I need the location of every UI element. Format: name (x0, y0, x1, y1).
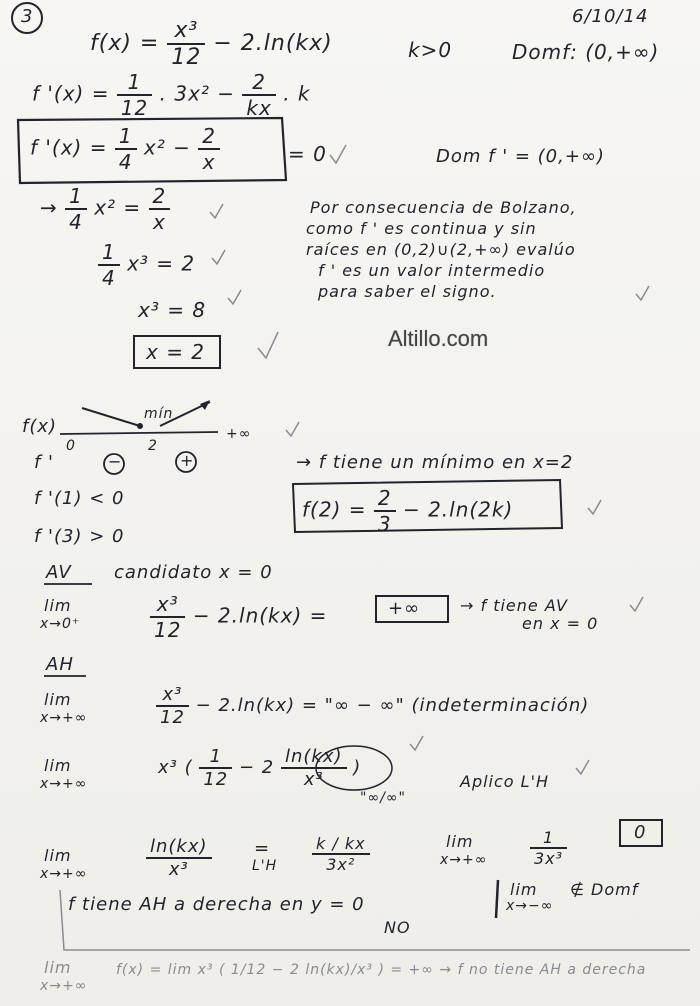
bottom-lim-sub: x→+∞ (40, 978, 88, 994)
ah-lim-3-sub: x→+∞ (40, 866, 88, 882)
check-mark (286, 422, 299, 436)
decreasing-arrow (82, 408, 140, 426)
minimum-value: f(2) = $\frac{2}{3}$ − 2.ln(2k) (302, 486, 514, 536)
sign-zero: 0 (66, 438, 76, 454)
bolzano-line-1: Por consecuencia de Bolzano, (310, 198, 577, 217)
ah-limit-3-eq: = (254, 838, 271, 859)
f-label: f(x) = (90, 31, 160, 56)
ah-indeterminate: "∞/∞" (360, 790, 406, 806)
check-mark (630, 597, 643, 611)
fprime-3: f '(3) > 0 (34, 526, 125, 547)
problem-number: 3 (21, 6, 34, 27)
fprime-1: f '(1) < 0 (34, 488, 125, 509)
bolzano-line-2: como f ' es continua y sin (306, 219, 537, 238)
lhopital-tag: L'H (252, 858, 278, 874)
ah-lim-2: lim (44, 756, 72, 775)
domain: Domf: (0,+∞) (512, 40, 660, 64)
av-result: +∞ (388, 598, 421, 619)
ah-limit-3-expr: $\frac{\ln(kx)}{\text{x³}}$ (146, 836, 212, 880)
derivative-domain: Dom f ' = (0,+∞) (436, 146, 605, 167)
bolzano-line-3: raíces en (0,2)∪(2,+∞) evalúo (306, 240, 576, 259)
ah-limit-result: 0 (634, 822, 647, 843)
check-mark (330, 145, 346, 163)
equation-step: → $\frac{1}{4}$ x² = $\frac{2}{x}$ (40, 184, 170, 234)
ah-conclusion: f tiene AH a derecha en y = 0 (68, 894, 365, 915)
bottom-lim: lim (44, 958, 72, 977)
check-mark (258, 332, 278, 358)
fraction: $\frac{\text{x³}}{12}$ (167, 18, 205, 70)
derivative-step: f '(x) = $\frac{1}{12}$ . 3x² − $\frac{2}{kx}$ . k (32, 70, 311, 120)
cubic-step: $\frac{1}{4}$ x³ = 2 (98, 240, 195, 290)
check-mark (636, 286, 649, 300)
sign-negative: − (108, 452, 123, 471)
ah-lim-2-sub: x→+∞ (40, 776, 88, 792)
divider-bar (496, 880, 498, 918)
bottom-text: f(x) = lim x³ ( 1/12 − 2 ln(kx)/x³ ) = +∞ → f no tiene AH a derecha (116, 962, 647, 978)
check-mark (212, 250, 225, 264)
sign-fx-label: f(x) (22, 416, 58, 437)
av-conclusion-1: → f tiene AV (460, 596, 568, 615)
watermark: Altillo.com (388, 326, 489, 351)
minimum-statement: → f tiene un mínimo en x=2 (296, 452, 574, 473)
ah-lim-minus: lim (510, 880, 538, 899)
ah-lim-4: lim (446, 832, 474, 851)
av-title: AV (46, 562, 72, 583)
ah-lim-3: lim (44, 846, 72, 865)
av-conclusion-2: en x = 0 (522, 614, 599, 633)
av-lim-sub: x→0⁺ (40, 616, 81, 632)
x-cubed-eq: x³ = 8 (138, 298, 207, 322)
bolzano-line-4: f ' es un valor intermedio (318, 261, 546, 280)
sign-chart-axis (60, 432, 218, 434)
solution-x: x = 2 (146, 340, 206, 364)
av-lim: lim (44, 596, 72, 615)
ah-lim-4-sub: x→+∞ (440, 852, 488, 868)
check-mark (576, 760, 589, 774)
ah-limit-2-expr: x³ ( $\frac{1}{12}$ − 2 $\frac{\ln(kx)}{\text{x³}}$ ) (158, 746, 362, 790)
check-mark (588, 500, 601, 514)
ah-lim-minus-sub: x→−∞ (506, 898, 554, 914)
ah-no: NO (384, 918, 411, 937)
arrow-head (200, 400, 210, 410)
date: 6/10/14 (572, 6, 649, 27)
ln-term: − 2.ln(kx) (213, 31, 333, 56)
sign-positive: + (180, 451, 195, 470)
sign-two: 2 (148, 438, 158, 454)
bolzano-line-5: para saber el signo. (318, 282, 497, 301)
k-condition: k>0 (408, 38, 453, 62)
function-definition (90, 18, 333, 70)
av-candidate: candidato x = 0 (114, 562, 273, 583)
ah-limit-4-expr: $\frac{1}{\text{3x³}}$ (530, 828, 567, 868)
apply-lhopital: Aplico L'H (460, 772, 550, 791)
sign-fprime-label: f ' (34, 452, 55, 473)
equals-zero: = 0 (288, 142, 327, 166)
ah-limit-3-derived: $\frac{k / kx}{\text{3x²}}$ (312, 834, 370, 874)
derivative-simplified: f '(x) = $\frac{1}{4}$ x² − $\frac{2}{x}$ (30, 124, 220, 174)
check-mark (410, 736, 423, 750)
check-mark (228, 290, 241, 304)
sign-min: mín (144, 406, 174, 422)
av-limit-expr: $\frac{\text{x³}}{12}$ − 2.ln(kx) = (150, 592, 327, 642)
ah-limit-1-expr: $\frac{\text{x³}}{12}$ − 2.ln(kx) = "∞ − ∞" (indeterminación) (156, 684, 589, 728)
ah-lim-1: lim (44, 690, 72, 709)
ah-title: AH (46, 654, 74, 675)
ah-lim-1-sub: x→+∞ (40, 710, 88, 726)
sign-inf: +∞ (226, 426, 252, 442)
not-in-domain: ∉ Domf (570, 880, 639, 899)
min-dot (137, 423, 143, 429)
check-mark (210, 204, 223, 218)
